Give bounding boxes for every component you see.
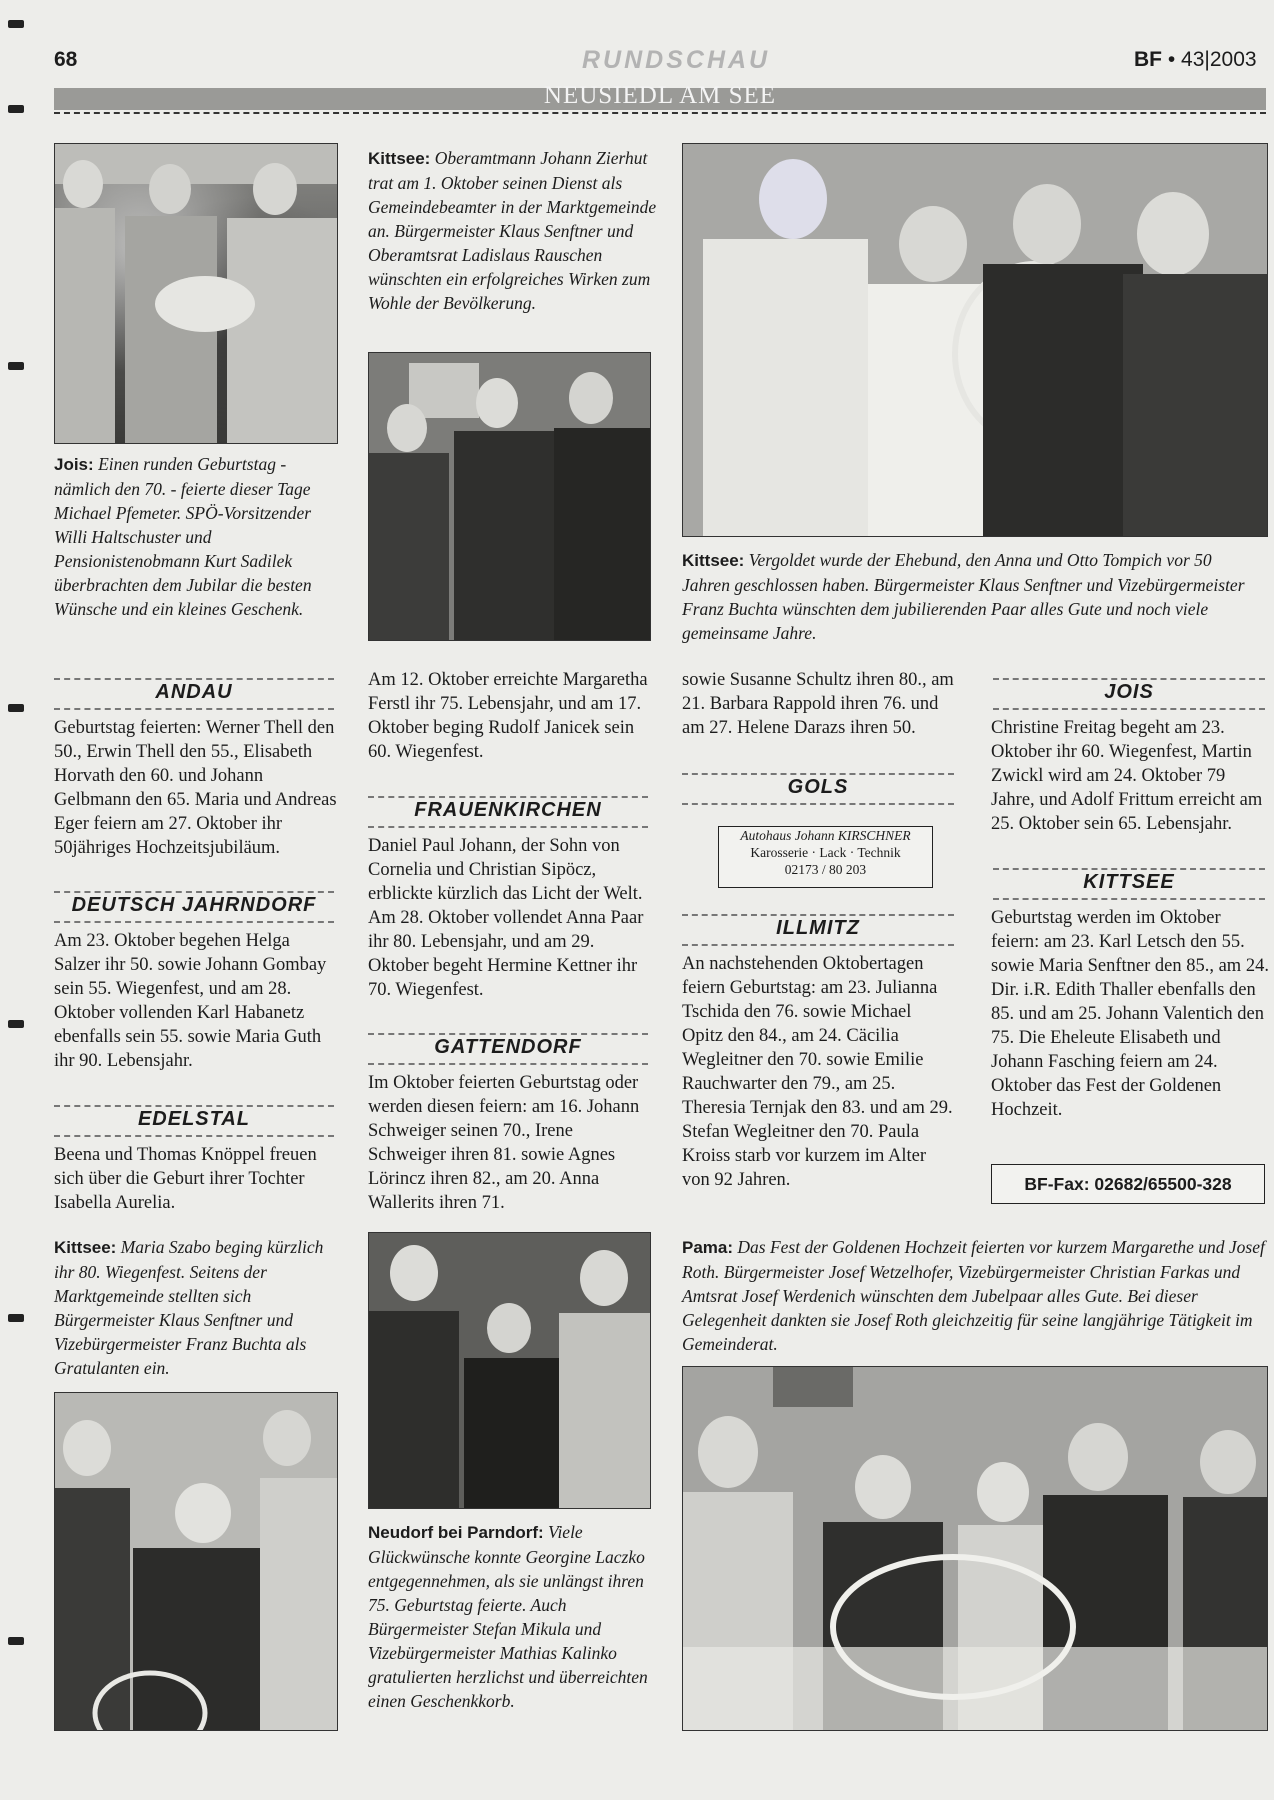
page-number: 68 <box>54 48 78 71</box>
photo-figures <box>683 1367 1267 1730</box>
issue-number: • 43|2003 <box>1167 48 1257 71</box>
caption-lead: Kittsee: <box>682 551 745 570</box>
heading-jois: JOIS <box>993 678 1265 710</box>
caption-text: Viele Glückwünsche konnte Georgine Laczko entgegennehmen, als sie unlängst ihren 75. Geburtstag feierte. Auch Bürgermeister Stefan Mikula und Vizebürgermeister Mathias Kalinko gratulierten herzlichst und überreichten einen Geschenkkorb. <box>368 1522 648 1711</box>
ad-line-services: Karosserie · Lack · Technik <box>750 845 901 860</box>
caption-kittsee-tompich <box>682 548 1257 645</box>
bf-fax-box: BF-Fax: 02682/65500-328 <box>991 1164 1265 1204</box>
section-band <box>54 82 1266 116</box>
heading-frauenkirchen: FRAUENKIRCHEN <box>368 796 648 828</box>
magazine-name: RUNDSCHAU <box>582 46 771 74</box>
ad-line-name: Autohaus Johann KIRSCHNER <box>740 828 911 843</box>
scan-mark <box>8 704 24 712</box>
photo-kittsee-zierhut <box>368 352 651 641</box>
heading-gols: GOLS <box>682 773 954 805</box>
text-col2-intro: Am 12. Oktober erreichte Margaretha Ferstl ihr 75. Lebensjahr, und am 17. Oktober beging Rudolf Janicek sein 60. Wiegenfest. <box>368 670 648 762</box>
text-gattendorf: Im Oktober feierten Geburtstag oder werden diesen feiern: am 16. Johann Schweiger seinen 70., Irene Schweiger ihren 81. sowie Agnes Lörincz ihren 82., am 20. Anna Wallerits ihren 71. <box>368 1073 640 1213</box>
photo-figures <box>683 144 1267 536</box>
photo-pama <box>682 1366 1268 1731</box>
ad-autohaus-kirschner <box>718 826 933 888</box>
caption-pama <box>682 1235 1267 1356</box>
caption-lead: Kittsee: <box>54 1238 117 1257</box>
scan-mark <box>8 1314 24 1322</box>
text-edelstal: Beena und Thomas Knöppel freuen sich über die Geburt ihrer Tochter Isabella Aurelia. <box>54 1145 317 1213</box>
text-deutsch-jahrndorf: Am 23. Oktober begehen Helga Salzer ihr 50. sowie Johann Gombay sein 55. Wiegenfest, und am 28. Oktober vollenden Karl Habanetz ebenfalls sein 55. sowie Maria Guth ihr 90. Lebensjahr. <box>54 931 327 1071</box>
caption-text: Vergoldet wurde der Ehebund, den Anna und Otto Tompich vor 50 Jahren geschlossen haben. Bürgermeister Klaus Senftner und Vizebürgermeister Franz Buchta wünschten dem jubilierenden Paar alles Gute und noch viele gemeinsame Jahre. <box>682 550 1245 643</box>
photo-kittsee-tompich <box>682 143 1268 537</box>
heading-illmitz: ILLMITZ <box>682 914 954 946</box>
heading-edelstal: EDELSTAL <box>54 1105 334 1137</box>
caption-lead: Kittsee: <box>368 149 431 168</box>
caption-kittsee-szabo <box>54 1235 339 1380</box>
text-col3-intro: sowie Susanne Schultz ihren 80., am 21. Barbara Rappold ihren 76. und am 27. Helene Darazs ihren 50. <box>682 670 954 738</box>
photo-kittsee-szabo <box>54 1392 338 1731</box>
photo-figures <box>369 353 650 640</box>
caption-text: Das Fest der Goldenen Hochzeit feierten vor kurzem Margarethe und Josef Roth. Bürgermeister Josef Wetzelhofer, Vizebürgermeister Christian Farkas und Amtsrat Josef Werdenich wünschten dem Jubelpaar alles Gute. Bei dieser Gelegenheit dankten sie Josef Roth gleichzeitig für seine langjährige Tätigkeit im Gemeinderat. <box>682 1237 1265 1354</box>
caption-text: Maria Szabo beging kürzlich ihr 80. Wiegenfest. Seitens der Marktgemeinde stellten sich Bürgermeister Klaus Senftner und Vizebürgermeister Franz Buchta als Gratulanten ein. <box>54 1237 324 1378</box>
scan-mark <box>8 1020 24 1028</box>
caption-neudorf <box>368 1520 655 1713</box>
text-jois: Christine Freitag begeht am 23. Oktober ihr 60. Wiegenfest, Martin Zwickl wird am 24. Oktober 79 Jahre, und Adolf Frittum erreicht am 25. Oktober sein 65. Lebensjahr. <box>991 718 1263 834</box>
scan-mark <box>8 20 24 28</box>
issue-info <box>1134 48 1257 72</box>
caption-kittsee-zierhut <box>368 146 658 315</box>
heading-andau: ANDAU <box>54 678 334 710</box>
caption-lead: Jois: <box>54 455 94 474</box>
caption-text: Einen runden Geburtstag - nämlich den 70. - feierte dieser Tage Michael Pfemeter. SPÖ-Vorsitzender Willi Haltschuster und Pensionistenobmann Kurt Sadilek überbrachten dem Jubilar die besten Wünsche und ein kleines Geschenk. <box>54 454 312 619</box>
photo-figures <box>55 1393 337 1730</box>
heading-kittsee: KITTSEE <box>993 868 1265 900</box>
section-title: NEUSIEDL AM SEE <box>543 82 777 109</box>
scan-mark <box>8 1637 24 1645</box>
caption-lead: Pama: <box>682 1238 734 1257</box>
caption-lead: Neudorf bei Parndorf: <box>368 1523 544 1542</box>
caption-text: Oberamtmann Johann Zierhut trat am 1. Oktober seinen Dienst als Gemeindebeamter in der Marktgemeinde an. Bürgermeister Klaus Senftner und Oberamtsrat Ladislaus Rauschen wünschten ein erfolgreiches Wirken zum Wohle der Bevölkerung. <box>368 148 657 313</box>
section-band-rule <box>54 112 1266 114</box>
text-illmitz: An nachstehenden Oktobertagen feiern Geburtstag: am 23. Julianna Tschida den 76. sowie Michael Opitz den 84., am 24. Cäcilia Wegleitner den 70. sowie Emilie Rauchwarter den 79., am 25. Theresia Ternjak den 83. und am 29. Stefan Wegleitner den 70. Paula Kroiss starb vor kurzem im Alter von 92 Jahren. <box>682 954 953 1190</box>
scan-mark <box>8 105 24 113</box>
heading-deutsch-jahrndorf: DEUTSCH JAHRNDORF <box>54 891 334 923</box>
text-frauenkirchen: Daniel Paul Johann, der Sohn von Cornelia und Christian Sipöcz, erblickte kürzlich das Licht der Welt. Am 28. Oktober vollendet Anna Paar ihr 80. Lebensjahr, und am 29. Oktober begeht Hermine Kettner ihr 70. Wiegenfest. <box>368 836 644 1000</box>
heading-gattendorf: GATTENDORF <box>368 1033 648 1065</box>
text-kittsee: Geburtstag werden im Oktober feiern: am 23. Karl Letsch den 55. sowie Maria Senftner den 85., am 24. Dir. i.R. Edith Thaller ebenfalls den 85. und am 25. Johann Valentich den 75. Die Eheleute Elisabeth und Johann Fasching feiern am 24. Oktober das Fest der Goldenen Hochzeit. <box>991 908 1269 1120</box>
caption-jois <box>54 452 339 621</box>
ad-line-phone: 02173 / 80 203 <box>784 862 867 877</box>
issue-brand: BF <box>1134 48 1162 71</box>
photo-jois-birthday <box>54 143 338 444</box>
photo-figures <box>369 1233 650 1508</box>
text-andau: Geburtstag feierten: Werner Thell den 50., Erwin Thell den 55., Elisabeth Horvath den 60. und Johann Gelbmann den 65. Maria und Andreas Eger feiern am 27. Oktober ihr 50jähriges Hochzeitsjubiläum. <box>54 718 337 858</box>
scan-mark <box>8 362 24 370</box>
photo-figures <box>55 144 337 443</box>
photo-neudorf <box>368 1232 651 1509</box>
